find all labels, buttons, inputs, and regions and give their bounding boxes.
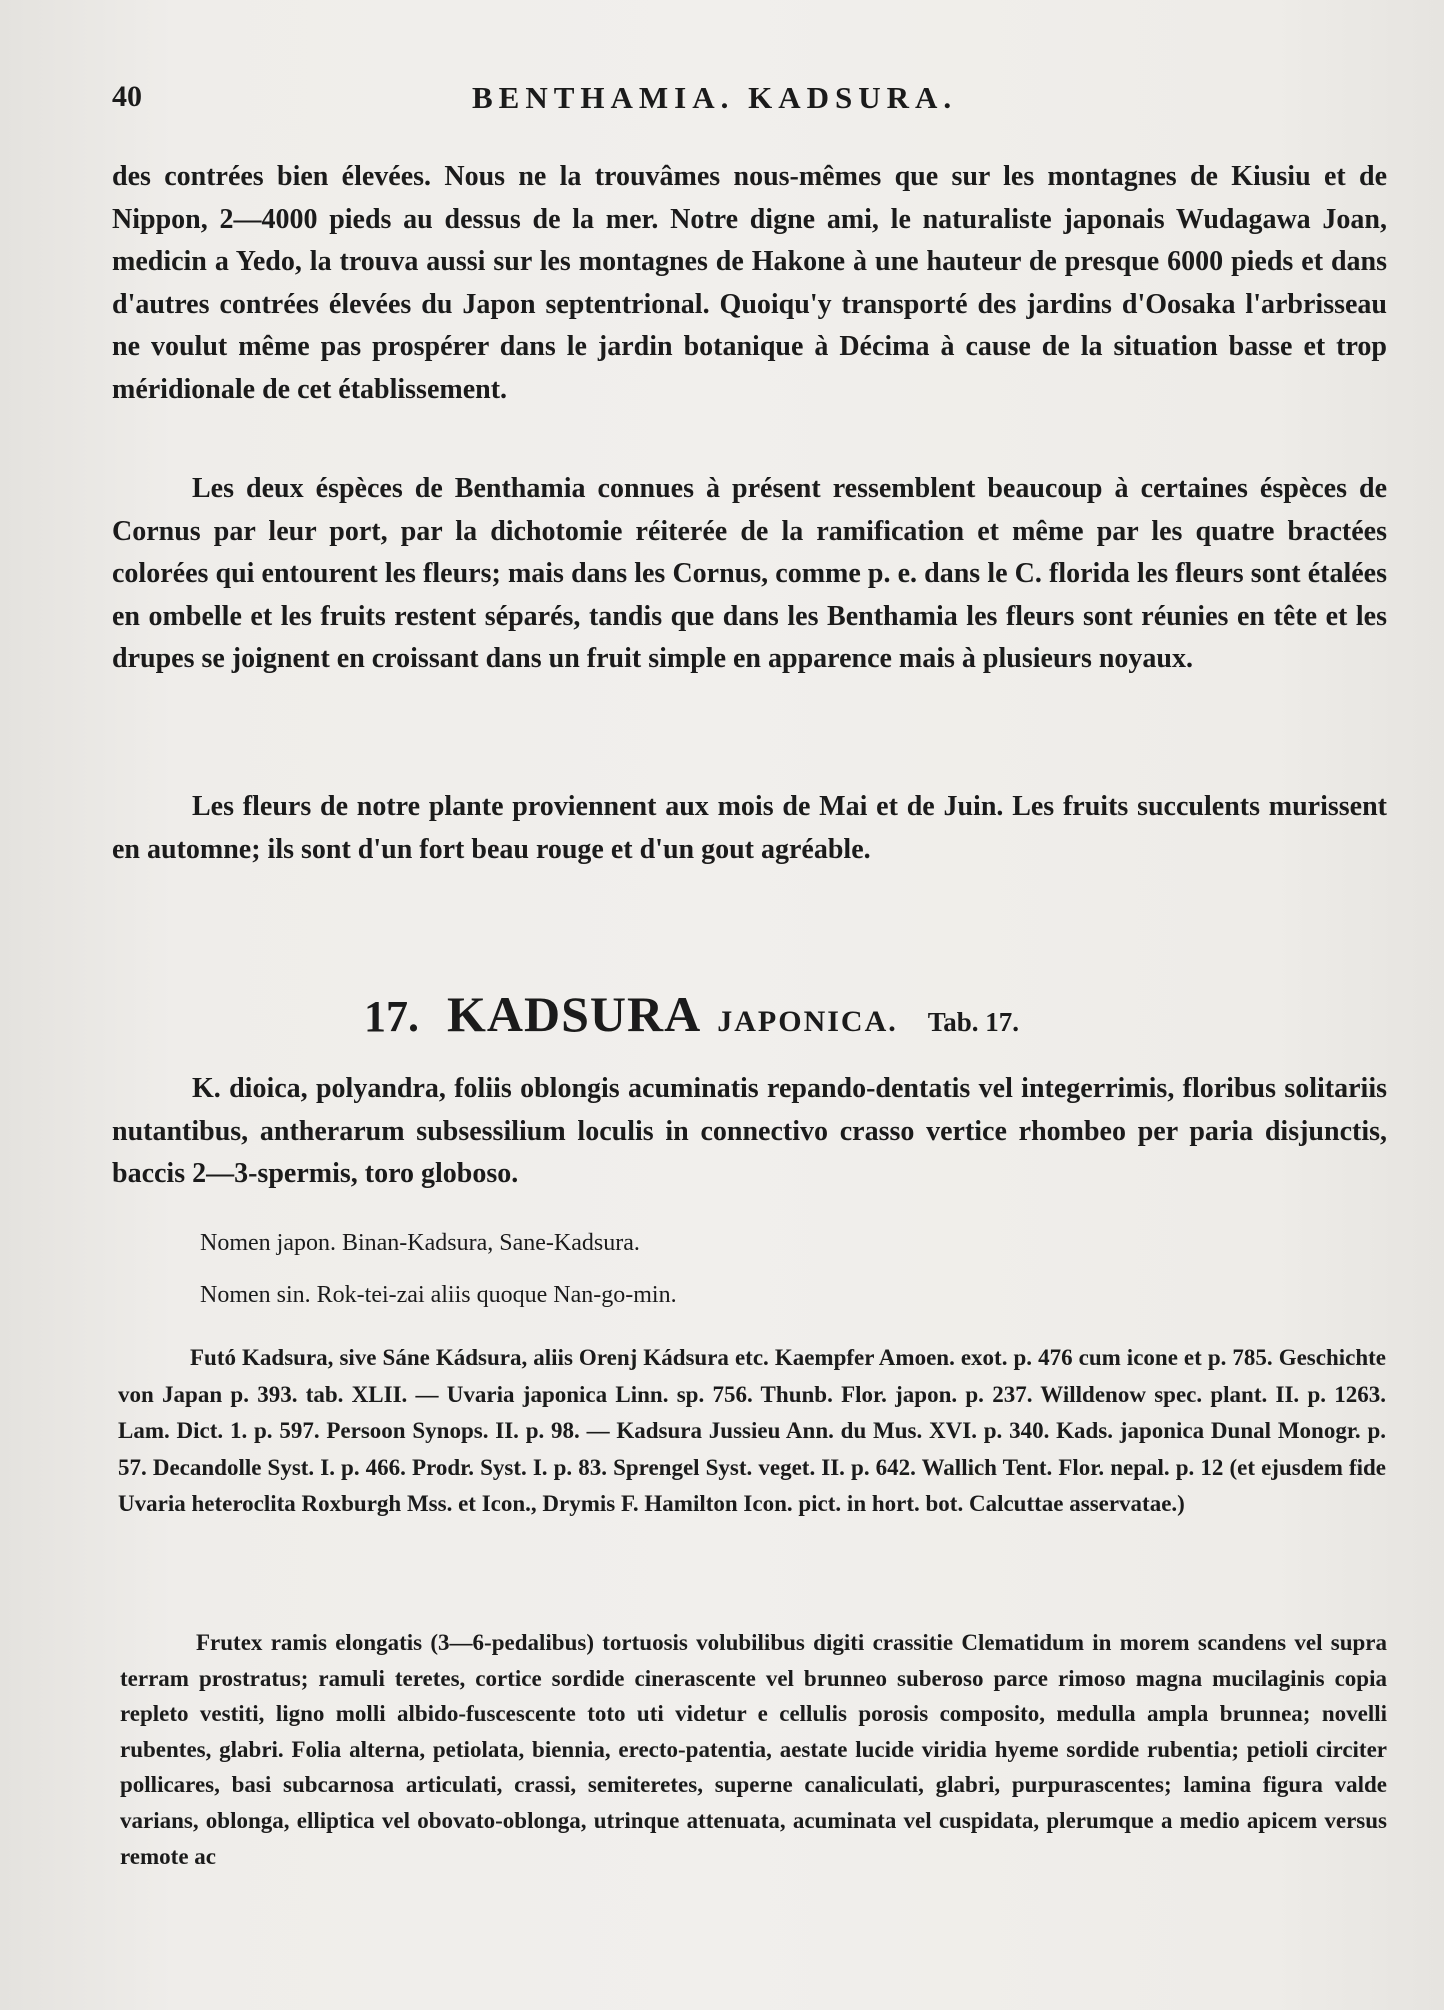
species-epithet: JAPONICA.: [717, 1005, 898, 1038]
synonymy-block: [118, 1340, 1386, 1523]
nomen-japon: Nomen japon. Binan-Kadsura, Sane-Kadsura.: [200, 1230, 640, 1256]
paragraph-2: Les deux éspèces de Benthamia connues à présent ressemblent beaucoup à certaines éspèces de Cornus par leur port, par la dichotomie réiterée de la ramification et même par les quatre bractées colorées qui entourent les fleurs; mais dans les Cornus, comme p. e. dans le C. florida les fleurs sont étalées en ombelle et les fruits restent séparés, tandis que dans les Benthamia les fleurs sont réunies en tête et les drupes se joignent en croissant dans un fruit simple en apparence mais à plusieurs noyaux.: [112, 473, 1387, 675]
diagnosis: K. dioica, polyandra, foliis oblongis acuminatis repando-dentatis vel integerrimis, floribus solitariis nutantibus, antherarum subsessilium loculis in connectivo crasso vertice rhombeo per paria disjunctis, baccis 2—3-spermis, toro globoso.: [112, 1073, 1387, 1190]
species-number: 17.: [364, 992, 419, 1041]
genus-name: KADSURA: [447, 986, 702, 1042]
page-header: [112, 80, 1112, 120]
nomen-sin: Nomen sin. Rok-tei-zai aliis quoque Nan-go-min.: [200, 1282, 677, 1308]
paragraph-3: Les fleurs de notre plante proviennent aux mois de Mai et de Juin. Les fruits succulents murissent en automne; ils sont d'un fort beau rouge et d'un gout agréable.: [112, 791, 1387, 865]
synonymy-text: Futó Kadsura, sive Sáne Kádsura, aliis Orenj Kádsura etc. Kaempfer Amoen. exot. p. 476 cum icone et p. 785. Geschichte von Japan p. 393. tab. XLII. — Uvaria japonica Linn. sp. 756. Thunb. Flor. japon. p. 237. Willdenow spec. plant. II. p. 1263. Lam. Dict. 1. p. 597. Persoon Synops. II. p. 98. — Kadsura Jussieu Ann. du Mus. XVI. p. 340. Kads. japonica Dunal Monogr. p. 57. Decandolle Syst. I. p. 466. Prodr. Syst. I. p. 83. Sprengel Syst. veget. II. p. 642. Wallich Tent. Flor. nepal. p. 12 (et ejusdem fide Uvaria heteroclita Roxburgh Mss. et Icon., Drymis F. Hamilton Icon. pict. in hort. bot. Calcuttae asservatae.): [118, 1345, 1386, 1516]
description-block: [120, 1625, 1387, 1874]
description-text: Frutex ramis elongatis (3—6-pedalibus) tortuosis volubilibus digiti crassitie Clematidum in morem scandens vel supra terram prostratus; ramuli teretes, cortice sordide cinerascente vel brunneo suberoso parce rimoso magna mucilaginis copia repleto vestiti, ligno molli albido-fuscescente toto uti videtur e cellulis porosis composito, medulla ampla brunnea; novelli rubentes, glabri. Folia alterna, petiolata, biennia, erecto-patentia, aestate lucide viridia hyeme sordide rubentia; petioli circiter pollicares, basi subcarnosa articulati, crassi, semiteretes, superne canaliculati, glabri, purpurascentes; lamina figura valde varians, oblonga, elliptica vel obovato-oblonga, utrinque attenuata, acuminata vel cuspidata, plerumque a medio apicem versus remote ac: [120, 1630, 1387, 1869]
plate-reference: Tab. 17.: [927, 1007, 1020, 1037]
paragraph-1: des contrées bien élevées. Nous ne la trouvâmes nous-mêmes que sur les montagnes de Kiusiu et de Nippon, 2—4000 pieds au dessus de la mer. Notre digne ami, le naturaliste japonais Wudagawa Joan, medicin a Yedo, la trouva aussi sur les montagnes de Hakone à une hauteur de presque 6000 pieds et dans d'autres contrées élevées du Japon septentrional. Quoiqu'y transporté des jardins d'Oosaka l'arbrisseau ne voulut même pas prospérer dans le jardin botanique à Décima à cause de la situation basse et trop méridionale de cet établissement.: [112, 161, 1387, 405]
species-heading: [364, 985, 1264, 1043]
page-number: 40: [112, 80, 142, 113]
running-title: BENTHAMIA. KADSURA.: [472, 80, 958, 115]
